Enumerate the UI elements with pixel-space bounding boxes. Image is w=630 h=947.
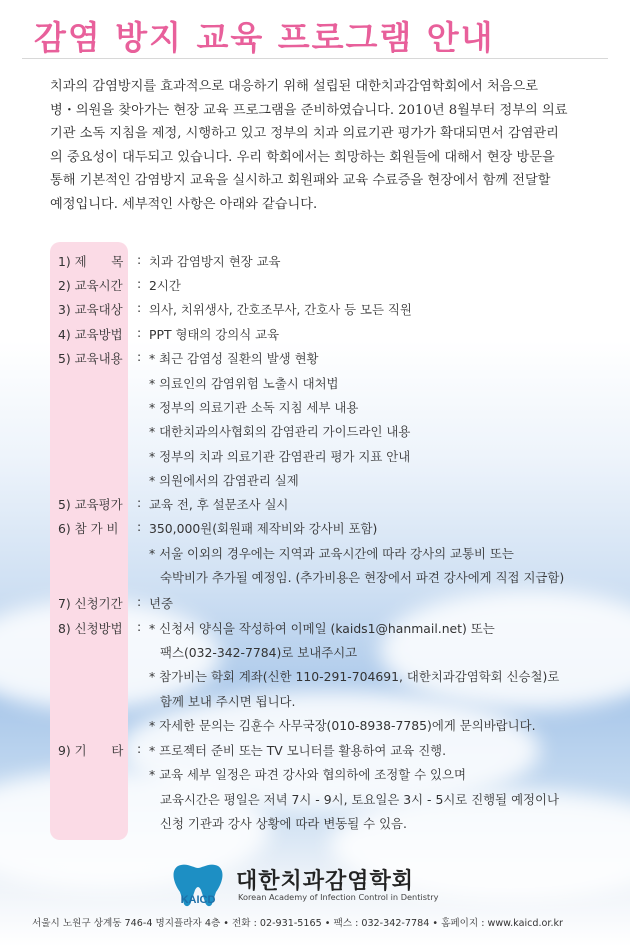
- item-value: 의사, 치위생사, 간호조무사, 간호사 등 모든 직원: [149, 302, 412, 317]
- item-value: * 신청서 양식을 작성하여 이메일 (kaids1@hanmail.net) 또는: [149, 621, 495, 636]
- item-label: 4) 교육방법: [58, 327, 123, 342]
- etc-line: 신청 기관과 강사 상황에 따라 변동될 수 있음.: [160, 816, 407, 831]
- item-label: 9) 기 타: [58, 743, 124, 758]
- item-label: 7) 신청기간: [58, 596, 123, 611]
- page-title: 감염 방지 교육 프로그램 안내: [34, 18, 495, 57]
- content-line: * 의료인의 감염위험 노출시 대처법: [149, 376, 339, 391]
- content-line: * 정부의 의료기관 소독 지침 세부 내용: [149, 400, 359, 415]
- etc-line: 교육시간은 평일은 저녁 7시 - 9시, 토요일은 3시 - 5시로 진행될 예정이나: [160, 792, 559, 807]
- item-colon: :: [137, 252, 142, 267]
- apply-line: 팩스(032-342-7784)로 보내주시고: [160, 645, 358, 660]
- organization-name: 대한치과감염학회: [236, 869, 415, 894]
- item-label: 5) 교육내용: [58, 351, 123, 366]
- item-label: 2) 교육시간: [58, 278, 123, 293]
- apply-line: * 참가비는 학회 계좌(신한 110-291-704691, 대한치과감염학회 신승철)로: [149, 669, 560, 684]
- intro-line: 예정입니다. 세부적인 사항은 아래와 같습니다.: [50, 196, 318, 212]
- logo-text: KAICD: [180, 894, 216, 906]
- item-label: 3) 교육대상: [58, 302, 123, 317]
- item-value: * 최근 감염성 질환의 발생 현황: [149, 351, 319, 366]
- item-label: 5) 교육평가: [58, 497, 123, 512]
- content-line: * 의원에서의 감염관리 실제: [149, 473, 299, 488]
- intro-line: 의 중요성이 대두되고 있습니다. 우리 학회에서는 희망하는 회원들에 대해서 현장 방문을: [50, 149, 555, 165]
- intro-line: 통해 기본적인 감염방지 교육을 실시하고 회원패와 교육 수료증을 현장에서 함께 전달할: [50, 173, 551, 189]
- item-colon: :: [137, 495, 142, 510]
- intro-paragraph: [50, 75, 590, 217]
- item-value: 교육 전, 후 설문조사 실시: [149, 497, 289, 512]
- cloud-decoration: [380, 590, 630, 710]
- content-line: * 정부의 치과 의료기관 감염관리 평가 지표 안내: [149, 449, 411, 464]
- intro-line: 치과의 감염방지를 효과적으로 대응하기 위해 설립된 대한치과감염학회에서 처음으로: [50, 79, 538, 94]
- item-colon: :: [137, 349, 142, 364]
- apply-line: 함께 보내 주시면 됩니다.: [160, 694, 296, 709]
- content-line: * 대한치과의사협회의 감염관리 가이드라인 내용: [149, 424, 411, 439]
- item-colon: :: [137, 519, 142, 534]
- item-colon: :: [137, 300, 142, 315]
- item-value: 2시간: [149, 278, 181, 293]
- item-label: 6) 참 가 비: [58, 521, 119, 536]
- item-colon: :: [137, 276, 142, 291]
- fee-note-line: 숙박비가 추가될 예정임. (추가비용은 현장에서 파견 강사에게 직접 지급함): [160, 570, 565, 585]
- intro-line: 기관 소독 지침을 제정, 시행하고 있고 정부의 치과 의료기관 평가가 확대되면서 감염관리: [50, 126, 559, 142]
- item-colon: :: [137, 619, 142, 634]
- item-label: 8) 신청방법: [58, 621, 123, 636]
- item-label: 1) 제 목: [58, 254, 124, 269]
- etc-line: * 교육 세부 일정은 파견 강사와 협의하에 조정할 수 있으며: [149, 767, 466, 782]
- fee-note-line: * 서울 이외의 경우에는 지역과 교육시간에 따라 강사의 교통비 또는: [149, 546, 514, 561]
- item-value: * 프로젝터 준비 또는 TV 모니터를 활용하여 교육 진행.: [149, 743, 447, 758]
- intro-line: 병・의원을 찾아가는 현장 교육 프로그램을 준비하였습니다. 2010년 8월부터 정부의 의료: [50, 102, 568, 118]
- item-colon: :: [137, 741, 142, 756]
- organization-english-name: Korean Academy of Infection Control in Dentistry: [238, 892, 439, 902]
- title-divider: [22, 58, 608, 59]
- footer-contact: 서울시 노원구 상계동 746-4 명지플라자 4층 • 전화 : 02-931-5165 • 팩스 : 032-342-7784 • 홈페이지 : www.kaicd.or.kr: [32, 918, 564, 929]
- apply-line: * 자세한 문의는 김훈수 사무국장(010-8938-7785)에게 문의바랍니다.: [149, 718, 536, 733]
- item-colon: :: [137, 594, 142, 609]
- item-value: 년중: [149, 596, 173, 611]
- item-value: 350,000원(회원패 제작비와 강사비 포함): [149, 521, 378, 536]
- item-value: 치과 감염방지 현장 교육: [149, 254, 281, 269]
- tooth-logo-icon: [168, 862, 228, 908]
- item-colon: :: [137, 325, 142, 340]
- item-value: PPT 형태의 강의식 교육: [149, 327, 280, 342]
